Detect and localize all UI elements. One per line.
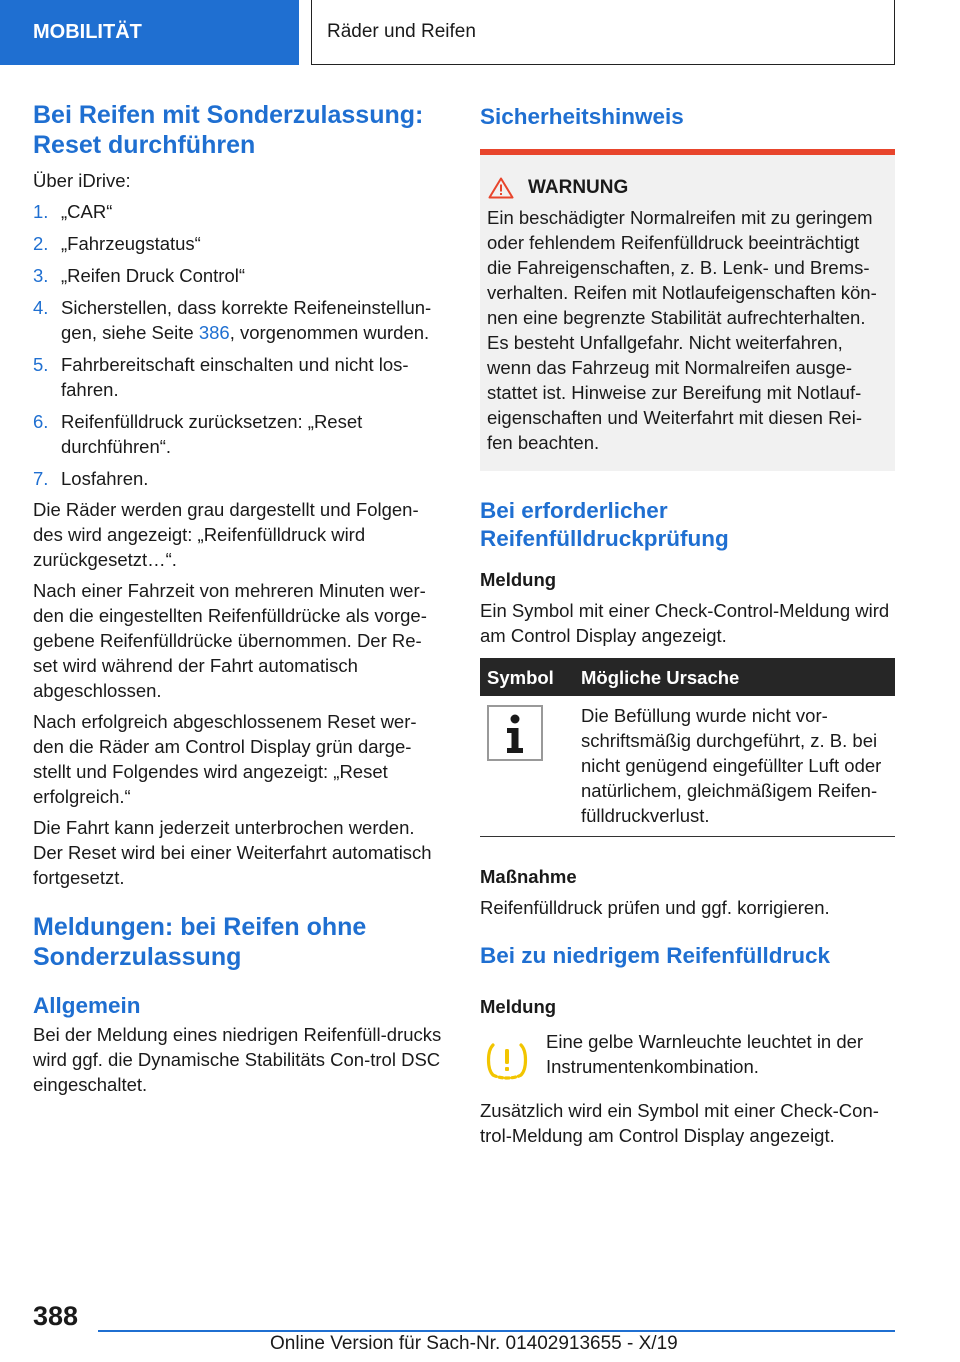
column-header-cause: Mögliche Ursache: [574, 658, 895, 696]
paragraph: Bei der Meldung eines niedrigen Reifenfüll‐drucks wird ggf. die Dynamische Stabilitäts Con‐trol DSC eingeschaltet.: [33, 1024, 442, 1095]
intro-text: Über iDrive:: [33, 170, 131, 191]
footer-text: Online Version für Sach-Nr. 01402913655 - X/19: [270, 1333, 678, 1354]
paragraph-zusatz: Zusätzlich wird ein Symbol mit einer Check-Con‐trol-Meldung am Control Display angezeigt.: [480, 1100, 879, 1146]
tire-pressure-warning-icon: [484, 1041, 530, 1081]
list-item: [33, 409, 445, 459]
step-text-before: Sicherstellen, dass korrekte Reifeneinstellun‐gen, siehe Seite: [61, 297, 432, 343]
paragraph: Nach einer Fahrzeit von mehreren Minuten wer‐den die eingestellten Reifenfülldrücke als vorge‐gebene Reifenfülldrücke übernommen. Der Re‐set wird während der Fahrt automatisch abgeschlossen.: [33, 580, 427, 701]
warning-title: WARNUNG: [528, 177, 629, 198]
table-row: [480, 696, 895, 837]
list-item: [33, 295, 445, 345]
warning-header: [487, 175, 887, 200]
step-text-after: , vorgenommen wurden.: [229, 322, 430, 343]
right-column: [480, 100, 895, 1148]
massnahme-text: Reifenfülldruck prüfen und ggf. korrigieren.: [480, 897, 830, 918]
chapter-title: Räder und Reifen: [327, 21, 476, 42]
step-text: „Fahrzeugstatus“: [61, 233, 201, 254]
step-number: 5.: [33, 354, 49, 375]
table-header-row: [480, 658, 895, 696]
meldung-text: Ein Symbol mit einer Check-Control-Meldung wird am Control Display angezeigt.: [480, 600, 890, 646]
info-icon: [487, 705, 543, 761]
meldung2-block: [480, 1029, 895, 1081]
heading-reset: Bei Reifen mit Sonderzulassung: Reset durchführen: [33, 101, 424, 159]
warning-box: [480, 155, 895, 471]
paragraph: Nach erfolgreich abgeschlossenem Reset wer‐den die Räder am Control Display grün darge‐stellt und Folgendes wird angezeigt: „Reset erfolgreich.“: [33, 711, 417, 807]
section-tab: [0, 0, 299, 65]
symbol-table: [480, 658, 895, 837]
step-number: 2.: [33, 233, 49, 254]
list-item: [33, 231, 445, 256]
chapter-tab: [311, 0, 895, 65]
step-number: 4.: [33, 297, 49, 318]
step-number: 3.: [33, 265, 49, 286]
step-number: 1.: [33, 201, 49, 222]
heading-allgemein: Allgemein: [33, 993, 141, 1018]
steps-list: [33, 199, 445, 491]
page-number: 388: [33, 1301, 79, 1331]
warning-text: Ein beschädigter Normalreifen mit zu geringem oder fehlendem Reifenfülldruck beeinträchtigt die Fahreigenschaften, z. B. Lenk- und Brems‐verhalten. Reifen mit Notlaufeigenschaften kön‐nen eine begrenzte Stabilität aufrechterhalten. Es besteht Unfallgefahr. Nicht weiterfahren, wenn das Fahrzeug mit Normalreifen ausge‐stattet ist. Hinweise zur Bereifung mit Notlauf‐eigenschaften und Weiterfahrt mit diesen Rei‐fen beachten.: [487, 207, 877, 453]
meldung2-label: Meldung: [480, 996, 557, 1017]
paragraph: Die Fahrt kann jederzeit unterbrochen werden. Der Reset wird bei einer Weiterfahrt automatisch fortgesetzt.: [33, 817, 432, 888]
heading-niedrig: Bei zu niedrigem Reifenfülldruck: [480, 943, 831, 968]
step-text: Losfahren.: [61, 468, 149, 489]
page-link[interactable]: 386: [198, 322, 230, 343]
step-text: [61, 295, 445, 345]
step-text: „CAR“: [61, 201, 113, 222]
step-text: Reifenfülldruck zurücksetzen: „Reset durchführen“.: [61, 411, 363, 457]
paragraph: Die Räder werden grau dargestellt und Folgen‐des wird angezeigt: „Reifenfülldruck wird zurückgesetzt…“.: [33, 499, 419, 570]
heading-meldungen: Meldungen: bei Reifen ohne Sonderzulassung: [33, 913, 367, 971]
left-column: [33, 100, 445, 1097]
step-text: „Reifen Druck Control“: [61, 265, 246, 286]
list-item: [33, 263, 445, 288]
symbol-cell: [480, 696, 574, 837]
heading-sicherheit: Sicherheitshinweis: [480, 104, 684, 129]
list-item: [33, 466, 445, 491]
list-item: [33, 199, 445, 224]
massnahme-label: Maßnahme: [480, 866, 577, 887]
step-number: 6.: [33, 411, 49, 432]
step-text: Fahrbereitschaft einschalten und nicht los‐fahren.: [61, 354, 409, 400]
warning-triangle-icon: [488, 177, 514, 199]
list-item: [33, 352, 445, 402]
meldung2-text: Eine gelbe Warnleuchte leuchtet in der Instrumentenkombination.: [546, 1031, 864, 1077]
footer-divider: [98, 1330, 895, 1332]
section-title: MOBILITÄT: [33, 21, 142, 43]
heading-pruefung: Bei erforderlicher Reifenfülldruckprüfung: [480, 498, 729, 551]
column-header-symbol: Symbol: [480, 658, 574, 696]
step-number: 7.: [33, 468, 49, 489]
cause-cell: Die Befüllung wurde nicht vor‐schriftsmäßig durchgeführt, z. B. bei nicht genügend eingefüllter Luft oder natürlichem, gleichmäßigem Reifen‐fülldruckverlust.: [574, 696, 895, 837]
meldung-label: Meldung: [480, 569, 557, 590]
